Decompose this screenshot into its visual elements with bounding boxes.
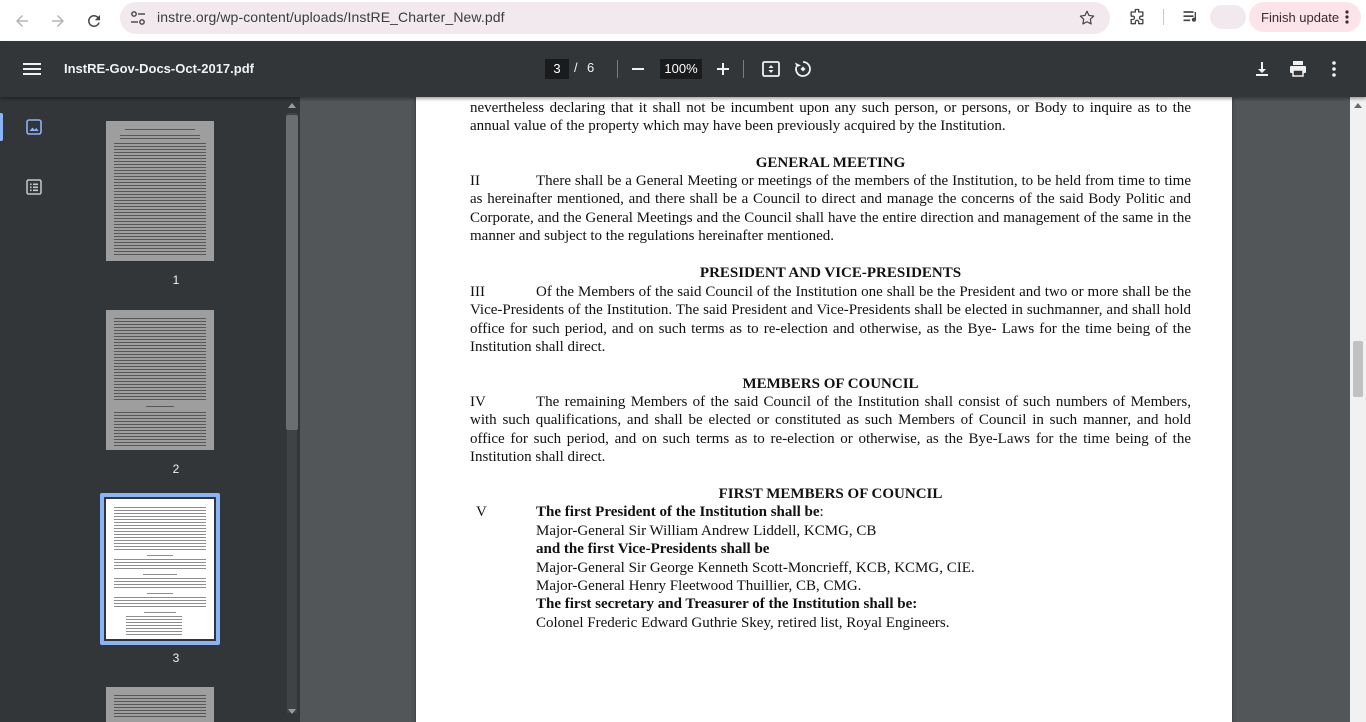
thumbnail-text-line <box>114 236 206 237</box>
thumbnail-text-line <box>114 565 206 566</box>
thumbnail-text-line <box>114 531 206 532</box>
menu-icon[interactable] <box>20 57 44 81</box>
thumbnail-text-line <box>114 197 206 198</box>
fit-page-icon[interactable] <box>761 59 781 79</box>
thumbnail-scrollbar[interactable] <box>284 97 300 722</box>
thumbnail-text-line <box>114 387 206 388</box>
thumbnail-text-line <box>114 597 206 598</box>
council-line <box>536 503 824 521</box>
thumbnail-text-line <box>114 245 206 246</box>
page-thumbnail[interactable] <box>106 687 214 722</box>
thumbnail-text-line <box>114 221 206 222</box>
thumbnail-text-line <box>114 179 206 180</box>
scrollbar-thumb[interactable] <box>286 115 298 430</box>
thumbnail-text-line <box>126 616 182 617</box>
thumbnail-text-line <box>114 436 206 437</box>
thumbnail-label: 2 <box>172 462 180 476</box>
document-title: InstRE-Gov-Docs-Oct-2017.pdf <box>64 61 254 76</box>
thumbnail-text-line <box>114 212 206 213</box>
thumbnail-text-line <box>114 254 206 255</box>
thumbnail-text-line <box>114 242 206 243</box>
thumbnail-text-line <box>114 324 206 325</box>
thumbnail-text-line <box>114 200 206 201</box>
thumbnail-text-line <box>114 522 206 523</box>
section-heading: MEMBERS OF COUNCIL <box>742 376 919 392</box>
council-line: Colonel Frederic Edward Guthrie Skey, retired list, Royal Engineers. <box>536 615 950 631</box>
rotate-icon[interactable] <box>793 59 813 79</box>
outline-list-icon <box>25 178 43 196</box>
thumbnail-text-line <box>126 631 182 632</box>
thumbnail-text-line <box>114 345 206 346</box>
page-thumbnail[interactable] <box>106 310 214 450</box>
thumbnail-text-line <box>114 445 206 446</box>
extensions-icon[interactable] <box>1127 7 1147 27</box>
thumbnail-text-line <box>114 568 206 569</box>
thumbnail-text-line <box>114 369 206 370</box>
thumbnail-text-line <box>114 559 206 560</box>
thumbnail-label: 3 <box>172 651 180 665</box>
pdf-toolbar <box>0 41 1366 97</box>
print-icon[interactable] <box>1288 59 1308 79</box>
thumbnail-text-line <box>114 606 206 607</box>
thumbnail-text-line <box>147 555 173 556</box>
reload-icon[interactable] <box>80 7 108 35</box>
thumbnail-text-line <box>114 418 206 419</box>
tab-outline[interactable] <box>0 167 68 207</box>
section-numeral: III <box>470 284 485 300</box>
thumbnail-text-line <box>114 206 206 207</box>
thumbnail-text-line <box>114 342 206 343</box>
thumbnail-text-line <box>114 399 206 400</box>
thumbnail-text-line <box>114 227 206 228</box>
thumbnail-text-line <box>114 155 206 156</box>
section-text: The remaining Members of the said Council of the Institution shall consist of such numbers of Members, with such qualifications, and shall be elected or constituted as such Members of Council in such manner, and hold office for such period, and on such terms as to re-election or otherwise, as the Bye-Laws for the time being of the Institution shall direct. <box>470 394 1191 465</box>
thumbnail-text-line <box>114 149 206 150</box>
council-line-suffix: : <box>819 504 824 520</box>
council-line: Major-General Sir William Andrew Liddell, KCMG, CB <box>536 523 877 539</box>
section-text: There shall be a General Meeting or meetings of the members of the Institution, to be held from time to time as hereinafter mentioned, and there shall be a Council to direct and manage the concerns of the said Body Politic and Corporate, and the General Meetings and the Council shall have the entire direction and management of the same in the manner and subject to the regulations hereinafter mentioned. <box>470 173 1191 244</box>
thumbnail-text-line <box>114 549 206 550</box>
thumbnail-text-line <box>114 581 206 582</box>
thumbnail-text-line <box>114 167 206 168</box>
thumbnail-text-line <box>114 587 206 588</box>
zoom-out-icon[interactable] <box>628 59 648 79</box>
thumbnail-text-line <box>114 603 206 604</box>
thumbnail-text-line <box>114 528 206 529</box>
back-icon[interactable] <box>8 7 36 35</box>
thumbnail-text-line <box>114 390 206 391</box>
section-paragraph <box>470 393 1191 466</box>
thumbnail-text-line <box>120 138 200 139</box>
thumbnail-text-line <box>114 188 206 189</box>
thumbnail-text-line <box>114 424 206 425</box>
section-numeral: II <box>470 173 480 189</box>
thumbnail-text-line <box>120 135 200 136</box>
thumbnail-text-line <box>114 384 206 385</box>
thumbnail-text-line <box>114 393 206 394</box>
thumbnail-text-line <box>114 143 206 144</box>
page-thumbnail[interactable] <box>106 121 214 261</box>
thumbnail-text-line <box>114 209 206 210</box>
thumbnail-text-line <box>126 625 182 626</box>
council-line-text: The first President of the Institution shall be <box>536 504 820 520</box>
thumbnail-text-line <box>147 593 173 594</box>
section-heading: PRESIDENT AND VICE-PRESIDENTS <box>699 265 962 281</box>
finish-update-button[interactable] <box>1249 2 1361 32</box>
thumbnail-text-line <box>114 540 206 541</box>
sidebar-tab-strip <box>0 97 68 722</box>
section-numeral: V <box>476 504 487 520</box>
thumbnail-text-line <box>114 354 206 355</box>
thumbnail-text-line <box>114 318 206 319</box>
thumbnail-text-line <box>126 622 182 623</box>
scrollbar-thumb[interactable] <box>1353 341 1363 397</box>
thumbnail-text-line <box>114 363 206 364</box>
thumbnail-text-line <box>114 146 206 147</box>
more-vert-icon[interactable] <box>1324 59 1344 79</box>
thumbnail-text-line <box>114 251 206 252</box>
page-number-input[interactable]: 3 <box>545 59 569 79</box>
scroll-up-icon[interactable] <box>287 101 297 111</box>
intro-paragraph: nevertheless declaring that it shall not be incumbent upon any such person, or persons, or Body to inquire as to the annual value of the property which may have been previously acquired by the Institution. <box>470 100 1191 135</box>
thumbnail-text-line <box>114 415 206 416</box>
thumbnail-text-line <box>114 330 206 331</box>
zoom-in-icon[interactable] <box>713 59 733 79</box>
bookmark-star-icon[interactable] <box>1078 9 1096 27</box>
thumbnail-text-line <box>114 170 206 171</box>
thumbnail-text-line <box>126 634 182 635</box>
thumbnail-text-line <box>114 600 206 601</box>
thumbnail-text-line <box>114 433 206 434</box>
thumbnail-text-line <box>114 191 206 192</box>
download-icon[interactable] <box>1252 59 1272 79</box>
thumbnail-text-line <box>114 716 206 717</box>
thumbnail-text-line <box>114 695 206 696</box>
thumbnail-text-line <box>114 321 206 322</box>
thumbnail-text-line <box>114 713 206 714</box>
thumbnail-text-line <box>114 421 206 422</box>
thumbnail-text-line <box>114 351 206 352</box>
thumbnail-text-line <box>114 194 206 195</box>
thumbnail-text-line <box>143 574 177 575</box>
thumbnail-text-line <box>114 701 206 702</box>
council-line: The first secretary and Treasurer of the Institution shall be: <box>536 596 918 612</box>
thumbnail-text-line <box>114 333 206 334</box>
thumbnail-text-line <box>114 430 206 431</box>
forward-icon[interactable] <box>44 7 72 35</box>
thumbnail-text-line <box>114 357 206 358</box>
profile-avatar[interactable] <box>1210 5 1246 29</box>
thumbnail-text-line <box>114 546 206 547</box>
page-thumbnail-active[interactable] <box>106 499 214 639</box>
thumbnail-text-line <box>114 336 206 337</box>
thumbnail-text-line <box>126 628 182 629</box>
thumbnail-label: 1 <box>172 273 180 287</box>
thumbnail-text-line <box>114 704 206 705</box>
thumbnail-text-line <box>114 215 206 216</box>
finish-update-label: Finish update <box>1261 9 1340 25</box>
thumbnail-text-line <box>114 339 206 340</box>
thumbnail-text-line <box>114 152 206 153</box>
page-separator: / <box>574 60 578 75</box>
thumbnail-text-line <box>114 348 206 349</box>
thumbnail-text-line <box>114 378 206 379</box>
section-heading: GENERAL MEETING <box>755 155 906 171</box>
thumbnail-text-line <box>114 427 206 428</box>
section-paragraph <box>470 283 1191 356</box>
thumbnail-pane <box>68 97 284 722</box>
thumbnail-text-line <box>114 161 206 162</box>
thumbnail-text-line <box>114 381 206 382</box>
thumbnail-text-line <box>114 173 206 174</box>
thumbnail-text-line <box>114 224 206 225</box>
scroll-up-icon[interactable] <box>1353 101 1363 111</box>
url-text[interactable]: instre.org/wp-content/uploads/InstRE_Charter_New.pdf <box>157 9 505 25</box>
thumbnail-text-line <box>114 230 206 231</box>
thumbnail-text-line <box>114 164 206 165</box>
thumbnail-text-line <box>114 513 206 514</box>
thumbnail-text-line <box>114 218 206 219</box>
thumbnail-text-line <box>114 375 206 376</box>
thumbnail-text-line <box>114 239 206 240</box>
council-line: Major-General Sir George Kenneth Scott-Moncrieff, KCB, KCMG, CIE. <box>536 560 975 576</box>
thumbnail-text-line <box>114 543 206 544</box>
site-settings-icon[interactable] <box>130 10 146 26</box>
thumbnail-text-line <box>146 406 174 407</box>
document-scrollbar[interactable] <box>1350 97 1366 722</box>
toolbar-divider <box>1163 9 1164 25</box>
thumbnail-text-line <box>125 129 195 130</box>
thumbnail-text-line <box>114 698 206 699</box>
thumbnail-text-line <box>114 176 206 177</box>
thumbnail-text-line <box>114 372 206 373</box>
thumbnail-text-line <box>114 396 206 397</box>
thumbnail-text-line <box>114 578 206 579</box>
thumbnail-text-line <box>114 519 206 520</box>
thumbnail-text-line <box>114 525 206 526</box>
pdf-page <box>416 97 1232 722</box>
page-total: 6 <box>587 60 595 75</box>
section-paragraph <box>470 172 1191 245</box>
thumbnail-text-line <box>144 612 176 613</box>
section-numeral: IV <box>470 394 486 410</box>
thumbnail-text-line <box>114 158 206 159</box>
thumbnail-text-line <box>114 507 206 508</box>
more-vert-icon[interactable] <box>1345 10 1349 24</box>
thumbnail-text-line <box>114 248 206 249</box>
pdf-viewer[interactable] <box>300 97 1350 722</box>
thumbnail-text-line <box>114 442 206 443</box>
thumbnail-text-line <box>114 537 206 538</box>
thumbnail-text-line <box>114 562 206 563</box>
thumbnail-text-line <box>114 510 206 511</box>
council-line: and the first Vice-Presidents shall be <box>536 541 770 557</box>
thumbnail-text-line <box>114 360 206 361</box>
tab-thumbnails[interactable] <box>0 107 68 147</box>
thumbnail-text-line <box>114 182 206 183</box>
scroll-down-icon[interactable] <box>287 706 297 716</box>
thumbnail-text-line <box>114 233 206 234</box>
section-text: Of the Members of the said Council of the Institution one shall be the President and two or more shall be the Vice-Presidents of the Institution. The said President and Vice-Presidents shall be elected in suchmanner, and shall hold office for such period, and on such terms as to re-election and otherwise, as the Bye- Laws for the time being of the Institution shall direct. <box>470 284 1191 355</box>
thumbnail-text-line <box>114 185 206 186</box>
thumbnail-text-line <box>114 439 206 440</box>
thumbnail-text-line <box>114 516 206 517</box>
thumbnail-text-line <box>126 619 182 620</box>
thumbnail-text-line <box>114 412 206 413</box>
thumbnail-text-line <box>114 327 206 328</box>
thumbnail-text-line <box>114 366 206 367</box>
thumbnail-text-line <box>114 203 206 204</box>
thumbnail-text-line <box>114 584 206 585</box>
address-bar[interactable] <box>120 2 1110 34</box>
toolbar-divider <box>743 60 744 78</box>
council-line: Major-General Henry Fleetwood Thuillier, CB, CMG. <box>536 578 862 594</box>
image-icon <box>25 118 43 136</box>
toolbar-divider <box>617 60 618 78</box>
thumbnail-text-line <box>114 534 206 535</box>
thumbnail-text-line <box>114 710 206 711</box>
browser-toolbar <box>0 0 1366 41</box>
zoom-level-input[interactable]: 100% <box>660 59 702 79</box>
media-controls-icon[interactable] <box>1181 7 1201 27</box>
section-heading: FIRST MEMBERS OF COUNCIL <box>718 486 943 502</box>
thumbnail-text-line <box>114 707 206 708</box>
